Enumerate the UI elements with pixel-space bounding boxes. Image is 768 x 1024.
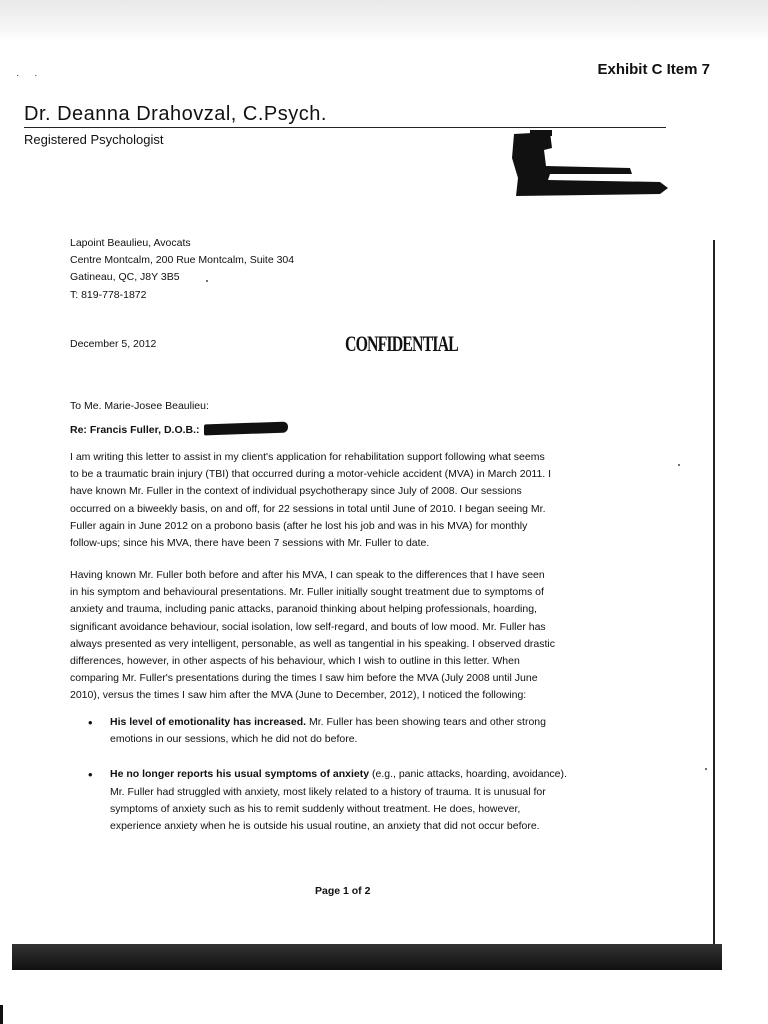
re-line	[70, 422, 288, 439]
salutation: To Me. Marie-Josee Beaulieu:	[70, 400, 209, 412]
scan-bottom-band	[12, 944, 722, 970]
confidential-stamp: CONFIDENTIAL	[345, 331, 458, 356]
paragraph-2-line: always presented as very intelligent, personable, as well as tangential in his speaking. I observed drastic	[70, 637, 556, 650]
address-phone: T: 819-778-1872	[70, 288, 147, 301]
scan-top-shadow	[0, 0, 768, 42]
exhibit-label: Exhibit C Item 7	[597, 61, 710, 78]
observation-lead: His level of emotionality has increased.	[110, 716, 307, 728]
paragraph-1-line: I am writing this letter to assist in my client's application for rehabilitation support following what seems	[70, 451, 545, 463]
scan-left-edge-mark	[0, 1005, 3, 1024]
paragraph-2-line: 2010), versus the times I saw him after the MVA (June to December, 2012), I noticed the following:	[70, 689, 527, 702]
paragraph-2-line: in his symptom and behavioural presentations. Mr. Fuller initially sought treatment due to symptoms of	[70, 586, 544, 599]
address-city: Gatineau, QC, J8Y 3B5	[70, 271, 180, 284]
redacted-logo-mark	[510, 128, 670, 198]
recipient-address	[70, 235, 294, 304]
observation-first-line	[110, 714, 648, 731]
scan-speck	[678, 464, 680, 466]
paragraph-1-line: occurred on a biweekly basis, on and off, for 22 sessions in total until June of 2010. I began seeing Mr.	[70, 502, 546, 515]
address-firm: Lapoint Beaulieu, Avocats	[70, 237, 191, 249]
paragraph-2	[70, 567, 640, 705]
paragraph-2-line: significant avoidance behaviour, social isolation, low self-regard, and bouts of low mood. Mr. Fuller has	[70, 620, 546, 633]
paragraph-1-line: Fuller again in June 2012 on a probono basis (after he lost his job and was in his MVA) for monthly	[70, 519, 528, 532]
paragraph-2-line: comparing Mr. Fuller's presentations during the times I saw him before the MVA (July 2008 until June	[70, 672, 538, 685]
paragraph-1-line: have known Mr. Fuller in the context of individual psychotherapy since July of 2008. Our sessions	[70, 485, 522, 498]
paragraph-2-line: Having known Mr. Fuller both before and after his MVA, I can speak to the differences that I have seen	[70, 569, 545, 581]
letter-date: December 5, 2012	[70, 338, 157, 350]
observation-item	[88, 714, 648, 748]
observation-first-rest: (e.g., panic attacks, hoarding, avoidance).	[369, 768, 567, 781]
observation-line: symptoms of anxiety such as his to remit suddenly without treatment. He does, however,	[110, 802, 521, 815]
observation-lead: He no longer reports his usual symptoms of anxiety	[110, 768, 370, 781]
scan-right-edge-line	[713, 240, 715, 952]
paragraph-1-line: follow-ups; since his MVA, there have been 7 sessions with Mr. Fuller to date.	[70, 537, 430, 550]
scan-speck	[206, 280, 208, 282]
redacted-dob	[204, 422, 288, 436]
observation-first-line	[110, 766, 648, 783]
scan-speck	[705, 768, 707, 770]
address-street: Centre Montcalm, 200 Rue Montcalm, Suite 304	[70, 254, 295, 267]
paragraph-1-line: to be a traumatic brain injury (TBI) that occurred during a motor-vehicle accident (MVA) in March 2011. I	[70, 468, 552, 481]
observation-line: emotions in our sessions, which he did not do before.	[110, 733, 358, 746]
observation-item	[88, 766, 648, 835]
letterhead-title: Registered Psychologist	[24, 132, 164, 147]
paragraph-1	[70, 449, 640, 552]
observations-list	[88, 714, 648, 853]
letterhead-name: Dr. Deanna Drahovzal, C.Psych.	[24, 103, 327, 125]
scan-specks: · ·	[16, 70, 44, 81]
observation-line: Mr. Fuller had struggled with anxiety, most likely related to a history of trauma. It is unusual for	[110, 785, 546, 798]
re-line-text: Re: Francis Fuller, D.O.B.:	[70, 424, 200, 436]
page-number: Page 1 of 2	[315, 885, 371, 897]
paragraph-2-line: anxiety and trauma, including panic attacks, paranoid thinking about helping professionals, hoarding,	[70, 603, 537, 616]
observation-first-rest: Mr. Fuller has been showing tears and other strong	[306, 716, 546, 728]
paragraph-2-line: differences, however, in other aspects of his behaviour, which I wish to outline in this letter. When	[70, 655, 520, 668]
observation-line: experience anxiety when he is outside his usual routine, an anxiety that did not occur before.	[110, 820, 540, 833]
